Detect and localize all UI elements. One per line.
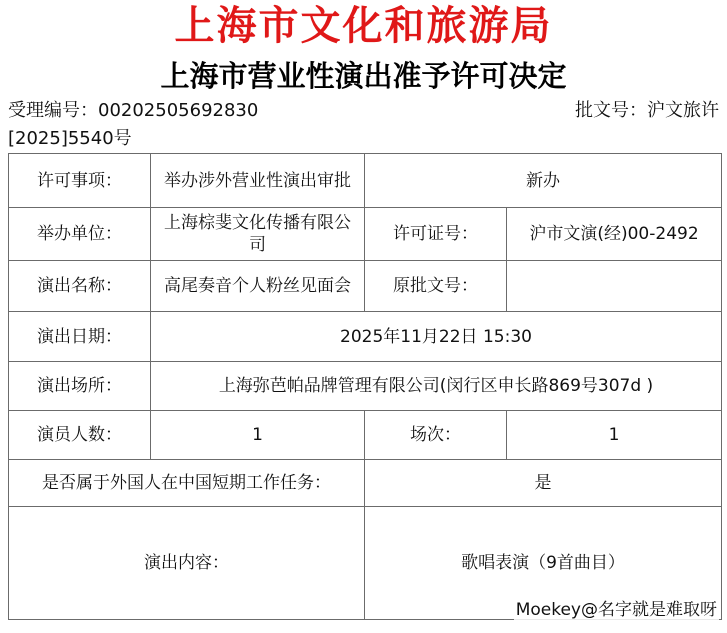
organizer-label: 举办单位： — [9, 208, 151, 261]
original-approval-value — [507, 261, 722, 312]
show-name-label: 演出名称： — [9, 261, 151, 312]
performer-count-label: 演员人数： — [9, 411, 151, 460]
acceptance-number: 受理编号：00202505692830 — [8, 100, 259, 121]
performance-content-label: 演出内容： — [9, 507, 365, 620]
venue-label: 演出场所： — [9, 362, 151, 411]
table-row — [9, 411, 722, 460]
license-item-value: 举办涉外营业性演出审批 — [151, 154, 365, 208]
table-row — [9, 312, 722, 362]
organizer-value: 上海棕斐文化传播有限公司 — [151, 208, 365, 261]
table-row — [9, 208, 722, 261]
performance-date-value: 2025年11月22日 15:30 — [151, 312, 722, 362]
show-name-value: 高尾奏音个人粉丝见面会 — [151, 261, 365, 312]
session-count-label: 场次： — [365, 411, 507, 460]
performer-count-value: 1 — [151, 411, 365, 460]
license-item-label: 许可事项： — [9, 154, 151, 208]
approval-number-prefix: 批文号：沪文旅许 — [575, 100, 719, 121]
approval-number-suffix: [2025]5540号 — [8, 128, 132, 149]
license-type-value: 新办 — [365, 154, 722, 208]
document-title: 上海市营业性演出准予许可决定 — [160, 59, 567, 93]
uploader-watermark: Moekey@名字就是难取呀 — [515, 600, 717, 620]
venue-value: 上海弥芭帕品牌管理有限公司(闵行区申长路869号307d ) — [151, 362, 722, 411]
table-row — [9, 261, 722, 312]
permit-number-label: 许可证号： — [365, 208, 507, 261]
permit-table — [8, 153, 722, 620]
table-row — [9, 154, 722, 208]
table-row — [9, 460, 722, 507]
permit-number-value: 沪市文演(经)00-2492 — [507, 208, 722, 261]
performance-content-value: 歌唱表演（9首曲目） — [365, 507, 722, 620]
table-row — [9, 362, 722, 411]
issuing-authority-title: 上海市文化和旅游局 — [174, 3, 553, 49]
session-count-value: 1 — [507, 411, 722, 460]
original-approval-label: 原批文号： — [365, 261, 507, 312]
foreigner-task-value: 是 — [365, 460, 722, 507]
foreigner-task-label: 是否属于外国人在中国短期工作任务： — [9, 460, 365, 507]
performance-date-label: 演出日期： — [9, 312, 151, 362]
